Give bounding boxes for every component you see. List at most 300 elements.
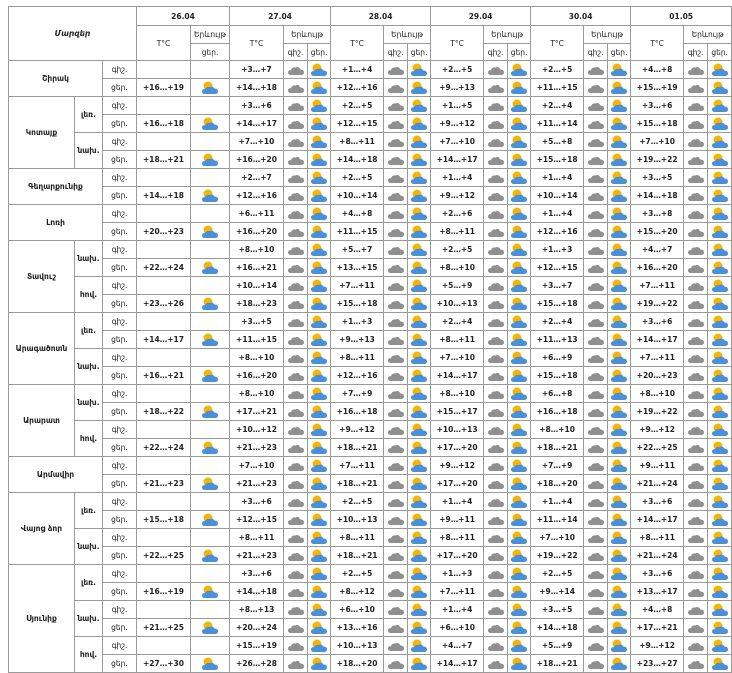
weather-icon-cell [408, 475, 431, 493]
cloud-icon [486, 497, 506, 506]
temperature-cell: +12…+15 [230, 511, 284, 529]
weather-icon-cell [408, 313, 431, 331]
temperature-cell: +8…+11 [331, 529, 384, 547]
temperature-cell [137, 277, 191, 295]
cloud-icon [686, 155, 706, 164]
weather-icon-cell [684, 619, 708, 637]
sun-cloud-icon [200, 479, 220, 488]
temperature-cell: +2…+5 [331, 97, 384, 115]
weather-icon-cell [408, 133, 431, 151]
sun-cloud-icon [309, 119, 329, 128]
cloud-icon [386, 65, 406, 74]
sun-cloud-icon [509, 659, 529, 668]
weather-icon-cell [484, 493, 508, 511]
cloud-icon [286, 155, 306, 164]
weather-icon-cell [608, 493, 631, 511]
temperature-cell: +12…+15 [331, 115, 384, 133]
weather-icon-cell [684, 277, 708, 295]
sun-cloud-icon [710, 497, 730, 506]
table-row [9, 655, 732, 673]
weather-icon-cell [384, 583, 408, 601]
table-row [9, 385, 732, 403]
weather-icon-cell [308, 421, 331, 439]
weather-icon-cell [191, 277, 230, 295]
sun-cloud-icon [409, 533, 429, 542]
cloud-icon [686, 353, 706, 362]
sun-cloud-icon [710, 425, 730, 434]
weather-icon-cell [684, 421, 708, 439]
weather-icon-cell [684, 97, 708, 115]
weather-icon-cell [191, 655, 230, 673]
weather-icon-cell [584, 637, 608, 655]
sun-cloud-icon [509, 407, 529, 416]
weather-icon-cell [408, 655, 431, 673]
cloud-icon [386, 533, 406, 542]
weather-icon-cell [684, 259, 708, 277]
cloud-icon [586, 65, 606, 74]
cloud-icon [586, 587, 606, 596]
weather-icon-cell [584, 277, 608, 295]
phenomenon-header: Երևույթ [684, 26, 732, 44]
cloud-icon [486, 623, 506, 632]
sun-cloud-icon [409, 137, 429, 146]
cloud-icon [386, 515, 406, 524]
sun-cloud-icon [309, 371, 329, 380]
time-of-day: գիշ. [103, 493, 137, 511]
weather-icon-cell [384, 439, 408, 457]
region-name: Վայոց ձոր [9, 493, 75, 565]
cloud-icon [386, 659, 406, 668]
weather-icon-cell [284, 169, 308, 187]
cloud-icon [686, 101, 706, 110]
sun-cloud-icon [609, 623, 629, 632]
cloud-icon [386, 317, 406, 326]
cloud-icon [386, 623, 406, 632]
weather-icon-cell [191, 241, 230, 259]
weather-icon-cell [284, 547, 308, 565]
weather-icon-cell [484, 295, 508, 313]
sun-cloud-icon [509, 191, 529, 200]
cloud-icon [586, 227, 606, 236]
cloud-icon [286, 497, 306, 506]
temperature-cell: +16…+19 [137, 79, 191, 97]
temperature-cell: +8…+11 [431, 223, 484, 241]
day-subheader: ցեր. [608, 44, 631, 61]
day-subheader: ցեր. [191, 44, 230, 61]
cloud-icon [586, 605, 606, 614]
weather-icon-cell [584, 259, 608, 277]
sun-cloud-icon [509, 227, 529, 236]
subregion-label: նախ. [75, 133, 103, 169]
sun-cloud-icon [409, 641, 429, 650]
weather-icon-cell [308, 511, 331, 529]
weather-icon-cell [408, 367, 431, 385]
cloud-icon [286, 515, 306, 524]
region-name: Լոռի [9, 205, 103, 241]
sun-cloud-icon [309, 245, 329, 254]
sun-cloud-icon [409, 191, 429, 200]
sun-cloud-icon [409, 515, 429, 524]
cloud-icon [486, 425, 506, 434]
temperature-cell: +16…+18 [137, 115, 191, 133]
phenomenon-header: Երևույթ [484, 26, 531, 44]
weather-icon-cell [584, 151, 608, 169]
cloud-icon [686, 173, 706, 182]
temperature-cell: +1…+4 [431, 601, 484, 619]
table-row [9, 205, 732, 223]
cloud-icon [586, 263, 606, 272]
temperature-cell: +19…+22 [631, 295, 684, 313]
weather-icon-cell [684, 475, 708, 493]
weather-icon-cell [508, 583, 531, 601]
weather-icon-cell [708, 223, 732, 241]
weather-icon-cell [308, 565, 331, 583]
weather-icon-cell [508, 475, 531, 493]
cloud-icon [386, 371, 406, 380]
weather-icon-cell [608, 313, 631, 331]
weather-icon-cell [484, 151, 508, 169]
weather-icon-cell [608, 241, 631, 259]
weather-icon-cell [284, 475, 308, 493]
weather-icon-cell [684, 511, 708, 529]
time-of-day: գիշ. [103, 601, 137, 619]
temperature-cell: +17…+20 [431, 547, 484, 565]
time-of-day: գիշ. [103, 529, 137, 547]
weather-icon-cell [384, 277, 408, 295]
weather-icon-cell [408, 421, 431, 439]
cloud-icon [686, 65, 706, 74]
temperature-cell [137, 637, 191, 655]
temperature-cell: +8…+12 [331, 583, 384, 601]
cloud-icon [286, 551, 306, 560]
weather-icon-cell [308, 655, 331, 673]
cloud-icon [286, 443, 306, 452]
time-of-day: գիշ. [103, 313, 137, 331]
table-row [9, 349, 732, 367]
temperature-cell: +12…+16 [230, 187, 284, 205]
weather-icon-cell [584, 205, 608, 223]
sun-cloud-icon [509, 137, 529, 146]
weather-icon-cell [484, 439, 508, 457]
temperature-cell [137, 133, 191, 151]
cloud-icon [486, 407, 506, 416]
cloud-icon [286, 425, 306, 434]
weather-icon-cell [508, 223, 531, 241]
cloud-icon [686, 137, 706, 146]
weather-icon-cell [584, 187, 608, 205]
weather-icon-cell [508, 169, 531, 187]
weather-icon-cell [708, 349, 732, 367]
weather-icon-cell [484, 583, 508, 601]
region-name: Շիրակ [9, 61, 103, 97]
weather-icon-cell [384, 331, 408, 349]
weather-icon-cell [191, 259, 230, 277]
weather-icon-cell [191, 349, 230, 367]
temperature-cell: +1…+4 [331, 61, 384, 79]
temperature-cell: +8…+10 [431, 385, 484, 403]
temperature-cell: +20…+24 [230, 619, 284, 637]
weather-icon-cell [584, 403, 608, 421]
table-row [9, 241, 732, 259]
phenomenon-header: Երևույթ [191, 26, 230, 44]
sun-cloud-icon [309, 389, 329, 398]
weather-icon-cell [508, 151, 531, 169]
weather-icon-cell [308, 115, 331, 133]
weather-icon-cell [684, 151, 708, 169]
temperature-cell: +9…+12 [431, 187, 484, 205]
temperature-cell: +23…+27 [631, 655, 684, 673]
table-row [9, 439, 732, 457]
sun-cloud-icon [710, 623, 730, 632]
sun-cloud-icon [609, 209, 629, 218]
cloud-icon [286, 605, 306, 614]
temperature-cell: +19…+22 [531, 547, 584, 565]
weather-icon-cell [384, 223, 408, 241]
weather-icon-cell [408, 241, 431, 259]
temperature-cell: +21…+24 [631, 475, 684, 493]
sun-cloud-icon [409, 389, 429, 398]
cloud-icon [486, 263, 506, 272]
cloud-icon [586, 155, 606, 164]
sun-cloud-icon [710, 209, 730, 218]
temperature-cell [137, 241, 191, 259]
weather-icon-cell [684, 637, 708, 655]
time-of-day: գիշ. [103, 133, 137, 151]
temperature-cell: +3…+6 [631, 97, 684, 115]
weather-icon-cell [191, 367, 230, 385]
cloud-icon [286, 119, 306, 128]
sun-cloud-icon [409, 353, 429, 362]
temperature-cell: +22…+24 [137, 259, 191, 277]
cloud-icon [386, 443, 406, 452]
cloud-icon [386, 155, 406, 164]
weather-icon-cell [608, 277, 631, 295]
temperature-cell: +3…+6 [631, 565, 684, 583]
temperature-cell: +8…+11 [431, 529, 484, 547]
sun-cloud-icon [509, 245, 529, 254]
time-of-day: ցեր. [103, 115, 137, 133]
temperature-cell: +8…+10 [431, 259, 484, 277]
date-header: 28.04 [331, 7, 431, 26]
sun-cloud-icon [409, 101, 429, 110]
weather-icon-cell [584, 601, 608, 619]
weather-icon-cell [608, 385, 631, 403]
region-name: Արմավիր [9, 457, 103, 493]
cloud-icon [586, 317, 606, 326]
weather-icon-cell [584, 493, 608, 511]
weather-icon-cell [708, 241, 732, 259]
weather-icon-cell [484, 655, 508, 673]
weather-icon-cell [191, 79, 230, 97]
temperature-cell: +1…+4 [531, 493, 584, 511]
weather-icon-cell [608, 331, 631, 349]
temperature-cell: +3…+6 [230, 565, 284, 583]
weather-icon-cell [584, 565, 608, 583]
sun-cloud-icon [309, 515, 329, 524]
temperature-cell: +3…+6 [230, 493, 284, 511]
sun-cloud-icon [409, 317, 429, 326]
sun-cloud-icon [309, 623, 329, 632]
cloud-icon [686, 659, 706, 668]
weather-icon-cell [308, 637, 331, 655]
weather-icon-cell [608, 475, 631, 493]
temperature-cell: +17…+21 [230, 403, 284, 421]
weather-icon-cell [708, 529, 732, 547]
time-of-day: գիշ. [103, 61, 137, 79]
weather-icon-cell [191, 61, 230, 79]
sun-cloud-icon [309, 605, 329, 614]
temperature-cell: +2…+4 [531, 97, 584, 115]
sun-cloud-icon [509, 335, 529, 344]
sun-cloud-icon [609, 443, 629, 452]
sun-cloud-icon [409, 461, 429, 470]
sun-cloud-icon [409, 299, 429, 308]
temperature-cell: +11…+15 [331, 223, 384, 241]
temperature-cell: +11…+15 [230, 331, 284, 349]
weather-icon-cell [191, 565, 230, 583]
cloud-icon [386, 191, 406, 200]
cloud-icon [486, 299, 506, 308]
weather-icon-cell [384, 241, 408, 259]
weather-icon-cell [684, 529, 708, 547]
sun-cloud-icon [609, 281, 629, 290]
weather-icon-cell [408, 511, 431, 529]
temperature-cell: +9…+13 [331, 331, 384, 349]
weather-icon-cell [708, 205, 732, 223]
temperature-cell: +14…+17 [631, 331, 684, 349]
sun-cloud-icon [609, 173, 629, 182]
sun-cloud-icon [309, 335, 329, 344]
temperature-cell: +13…+17 [631, 583, 684, 601]
temperature-cell: +12…+16 [331, 367, 384, 385]
weather-icon-cell [508, 349, 531, 367]
cloud-icon [286, 641, 306, 650]
weather-icon-cell [584, 421, 608, 439]
weather-icon-cell [684, 349, 708, 367]
weather-icon-cell [708, 475, 732, 493]
weather-icon-cell [584, 241, 608, 259]
time-of-day: գիշ. [103, 349, 137, 367]
cloud-icon [386, 299, 406, 308]
weather-icon-cell [284, 493, 308, 511]
temperature-header: T°C [531, 26, 584, 61]
weather-icon-cell [684, 601, 708, 619]
sun-cloud-icon [200, 587, 220, 596]
temperature-cell: +2…+5 [531, 565, 584, 583]
weather-icon-cell [308, 493, 331, 511]
weather-icon-cell [508, 187, 531, 205]
sun-cloud-icon [609, 497, 629, 506]
sun-cloud-icon [609, 299, 629, 308]
temperature-header: T°C [230, 26, 284, 61]
table-row [9, 601, 732, 619]
cloud-icon [386, 497, 406, 506]
sun-cloud-icon [309, 191, 329, 200]
cloud-icon [586, 335, 606, 344]
weather-icon-cell [408, 637, 431, 655]
sun-cloud-icon [309, 443, 329, 452]
sun-cloud-icon [509, 281, 529, 290]
cloud-icon [586, 191, 606, 200]
subregion-label: հով. [75, 637, 103, 673]
subregion-label: նախ. [75, 349, 103, 385]
weather-icon-cell [308, 367, 331, 385]
temperature-cell: +15…+19 [631, 79, 684, 97]
table-row [9, 151, 732, 169]
weather-icon-cell [284, 223, 308, 241]
weather-icon-cell [191, 493, 230, 511]
weather-icon-cell [308, 313, 331, 331]
cloud-icon [586, 371, 606, 380]
sun-cloud-icon [710, 443, 730, 452]
weather-icon-cell [484, 115, 508, 133]
sun-cloud-icon [710, 587, 730, 596]
weather-icon-cell [508, 277, 531, 295]
weather-icon-cell [191, 637, 230, 655]
weather-icon-cell [308, 619, 331, 637]
sun-cloud-icon [509, 443, 529, 452]
weather-icon-cell [191, 475, 230, 493]
weather-icon-cell [508, 295, 531, 313]
cloud-icon [386, 605, 406, 614]
temperature-cell: +3…+5 [631, 169, 684, 187]
weather-icon-cell [284, 97, 308, 115]
cloud-icon [686, 641, 706, 650]
temperature-cell: +5…+8 [531, 133, 584, 151]
table-row [9, 493, 732, 511]
weather-icon-cell [508, 403, 531, 421]
temperature-cell: +16…+21 [137, 367, 191, 385]
cloud-icon [486, 569, 506, 578]
temperature-cell: +7…+10 [431, 133, 484, 151]
weather-icon-cell [384, 385, 408, 403]
temperature-cell: +9…+12 [431, 115, 484, 133]
weather-icon-cell [284, 151, 308, 169]
weather-icon-cell [384, 493, 408, 511]
temperature-cell: +8…+11 [331, 349, 384, 367]
temperature-cell: +16…+20 [230, 151, 284, 169]
time-of-day: ցեր. [103, 403, 137, 421]
temperature-cell: +9…+14 [531, 583, 584, 601]
temperature-cell: +5…+9 [531, 637, 584, 655]
weather-icon-cell [308, 295, 331, 313]
weather-icon-cell [584, 475, 608, 493]
cloud-icon [586, 461, 606, 470]
weather-icon-cell [284, 133, 308, 151]
temperature-cell: +1…+4 [431, 169, 484, 187]
sun-cloud-icon [710, 605, 730, 614]
weather-icon-cell [484, 61, 508, 79]
cloud-icon [286, 137, 306, 146]
region-name: Տավուշ [9, 241, 75, 313]
sun-cloud-icon [409, 83, 429, 92]
temperature-cell: +3…+8 [631, 205, 684, 223]
weather-icon-cell [408, 169, 431, 187]
temperature-cell: +17…+20 [431, 475, 484, 493]
cloud-icon [686, 443, 706, 452]
table-row [9, 583, 732, 601]
temperature-cell: +15…+19 [230, 637, 284, 655]
cloud-icon [686, 605, 706, 614]
temperature-cell [137, 565, 191, 583]
sun-cloud-icon [609, 659, 629, 668]
temperature-cell: +6…+8 [531, 385, 584, 403]
temperature-cell: +15…+18 [331, 295, 384, 313]
temperature-cell: +23…+26 [137, 295, 191, 313]
weather-icon-cell [191, 439, 230, 457]
time-of-day: գիշ. [103, 205, 137, 223]
table-row [9, 367, 732, 385]
